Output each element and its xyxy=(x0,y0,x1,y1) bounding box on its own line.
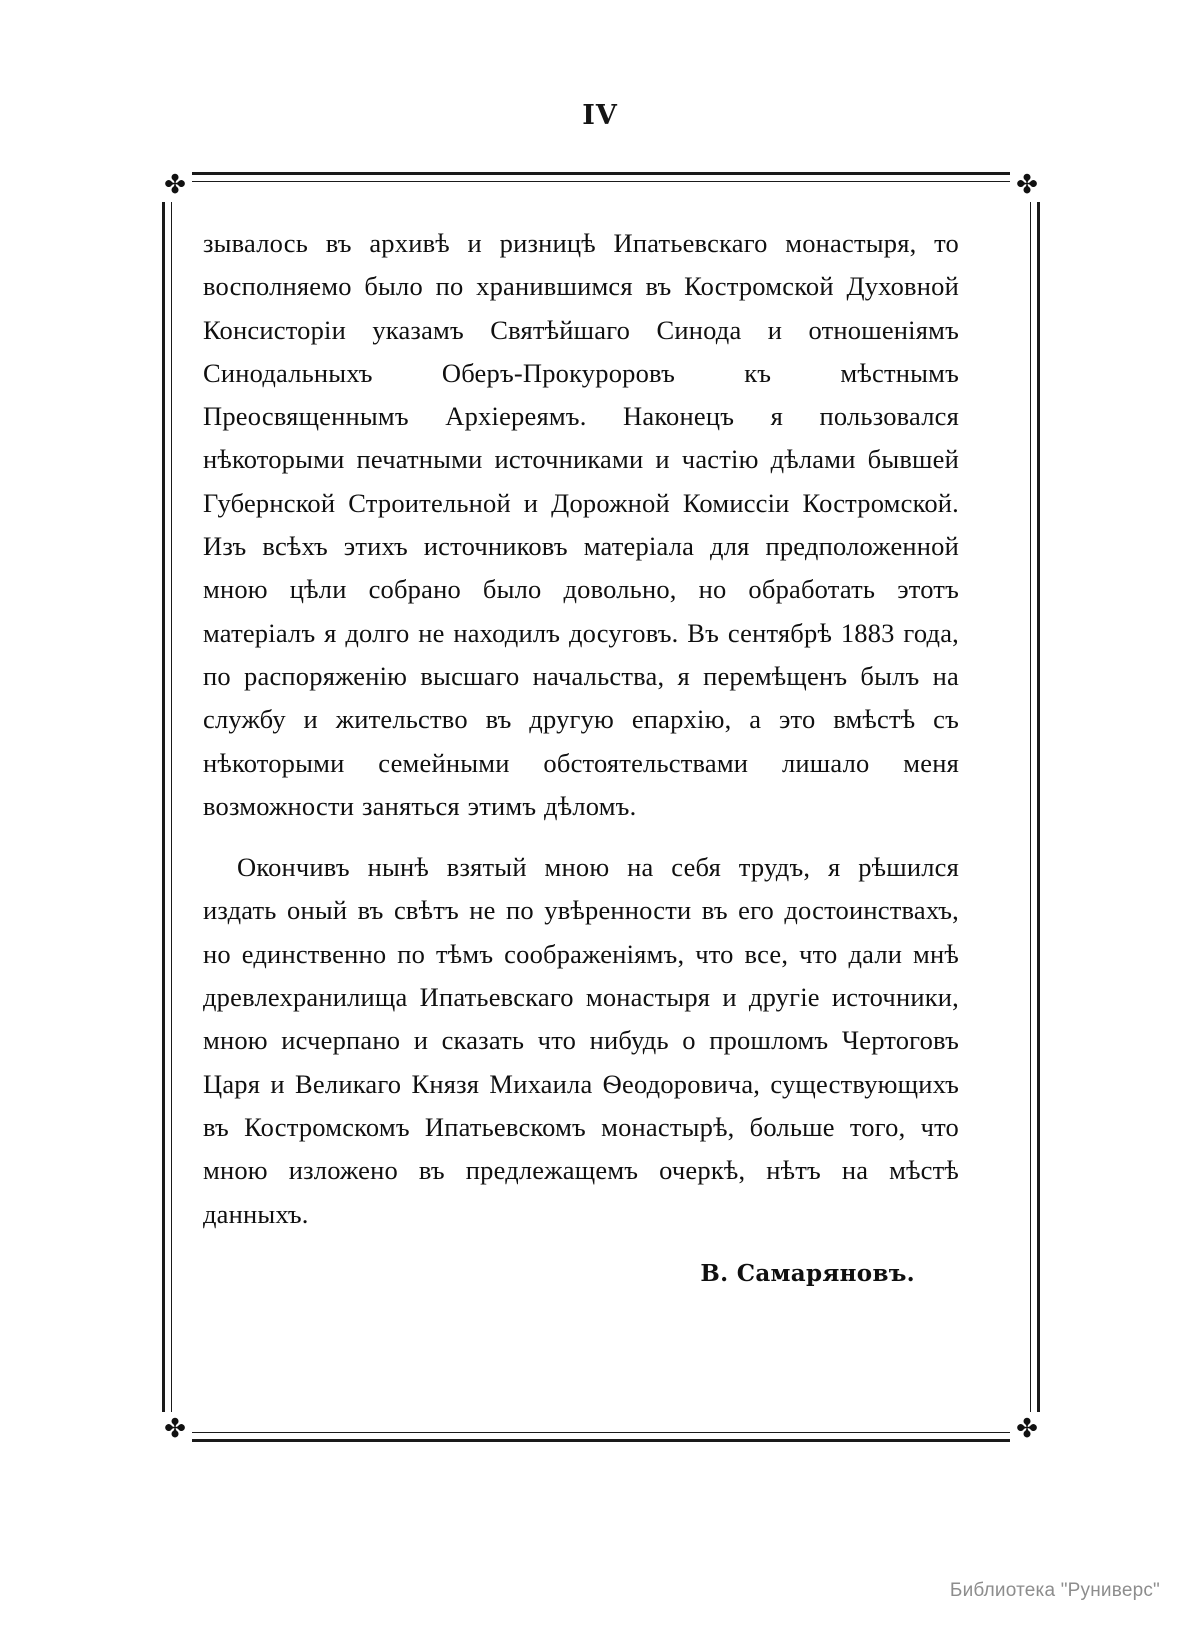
frame-ornament-icon-bottom-right: ✤ xyxy=(1010,1412,1044,1446)
frame-ornament-icon-top-left: ✤ xyxy=(158,168,192,202)
frame-ornament-icon-bottom-left: ✤ xyxy=(158,1412,192,1446)
paragraph-2: Окончивъ нынѣ взятый мною на себя трудъ, я рѣшился издать оный въ свѣтъ не по увѣренности въ его достоинствахъ, но единственно по тѣмъ соображеніямъ, что все, что дали мнѣ древлехранилища Ипатьевскаго монастыря и другіе источники, мною исчерпано и сказать что нибудь о прошломъ Чертоговъ Царя и Великаго Князя Михаила Ѳеодоровича, существующихъ въ Костромскомъ Ипатьевскомъ монастырѣ, больше того, что мною изложено въ предлежащемъ очеркѣ, нѣтъ на мѣстѣ данныхъ. xyxy=(203,852,959,1229)
library-watermark: Библиотека "Руниверс" xyxy=(949,1580,1160,1601)
author-signature: В. Самаряновъ. xyxy=(700,1259,915,1287)
page-number: IV xyxy=(582,100,618,131)
page-body-text xyxy=(203,222,959,1287)
paragraph-1: зывалось въ архивѣ и ризницѣ Ипатьевскаго монастыря, то восполняемо было по хранившимся въ Костромской Духовной Консисторіи указамъ Святѣйшаго Синода и отношеніямъ Синодальныхъ Оберъ-Прокуроровъ къ мѣстнымъ Преосвященнымъ Архіереямъ. Наконецъ я пользовался нѣкоторыми печатными источниками и частію дѣлами бывшей Губернской Строительной и Дорожной Комиссіи Костромской. Изъ всѣхъ этихъ источниковъ матеріала для предположенной мною цѣли собрано было довольно, но обработать этотъ матеріалъ я долго не находилъ досуговъ. Въ сентябрѣ 1883 года, по распоряженію высшаго начальства, я перемѣщенъ былъ на службу и жительство въ другую епархію, а это вмѣстѣ съ нѣкоторыми семейными обстоятельствами лишало меня возможности заняться этимъ дѣломъ. xyxy=(203,228,959,821)
frame-ornament-icon-top-right: ✤ xyxy=(1010,168,1044,202)
